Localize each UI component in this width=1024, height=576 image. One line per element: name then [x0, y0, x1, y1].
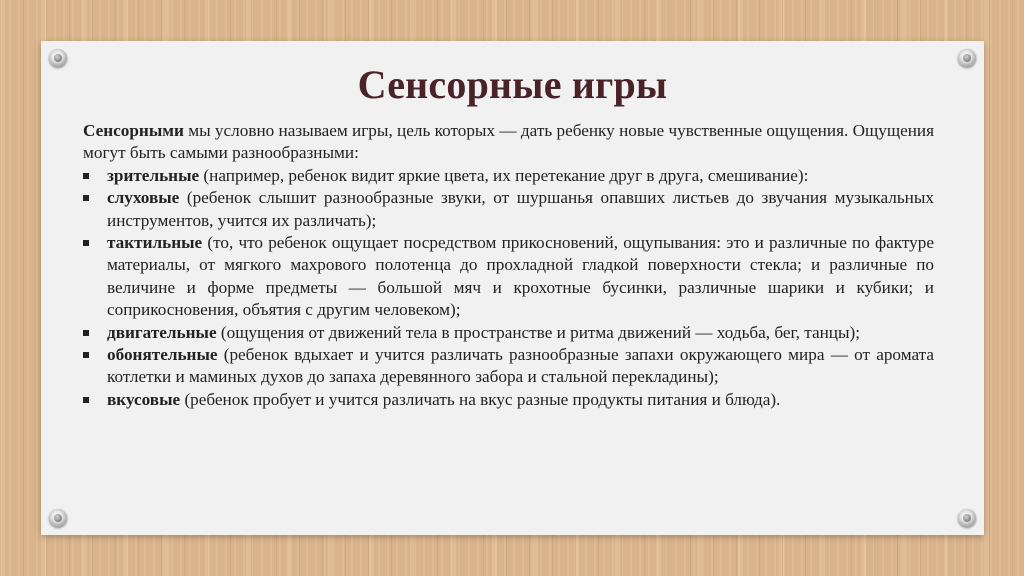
square-bullet-icon — [83, 173, 89, 179]
list-item — [83, 187, 934, 232]
item-text: (ребенок вдыхает и учится различать разнообразные запахи окружающего мира — от аромата котлетки и маминых духов до запаха деревянного забора и стальной перекладины); — [107, 345, 934, 387]
list-item — [83, 344, 934, 389]
list-item — [83, 389, 934, 411]
intro-term: Сенсорными — [83, 121, 184, 140]
square-bullet-icon — [83, 397, 89, 403]
item-term: слуховые — [107, 188, 180, 208]
pushpin-icon — [958, 509, 976, 527]
list-item — [83, 165, 934, 187]
intro-paragraph — [83, 120, 934, 165]
item-text: (например, ребенок видит яркие цвета, их перетекание друг в друга, смешивание): — [199, 165, 809, 185]
square-bullet-icon — [83, 195, 89, 201]
intro-text: мы условно называем игры, цель которых — дать ребенку новые чувственные ощущения. Ощущения могут быть самыми разнообразными: — [83, 121, 934, 163]
item-text: (ребенок слышит разнообразные звуки, от шуршанья опавших листьев до звучания музыкальных инструментов, учится их различать); — [107, 188, 934, 230]
slide-body — [83, 120, 934, 411]
item-text: (то, что ребенок ощущает посредством прикосновений, ощупывания: это и различные по фактуре материалы, от мягкого махрового полотенца до прохладной гладкой поверхности стекла; и различные по величине и форме предметы — большой мяч и крохотные бусинки, различные шарики и кубики; и соприкосновения, объятия с другим человеком); — [107, 233, 934, 320]
item-term: зрительные — [107, 165, 200, 185]
item-term: двигательные — [107, 322, 217, 342]
list-item — [83, 232, 934, 322]
item-term: вкусовые — [107, 389, 181, 409]
item-term: тактильные — [107, 233, 203, 253]
square-bullet-icon — [83, 352, 89, 358]
item-term: обонятельные — [107, 345, 218, 365]
pushpin-icon — [49, 509, 67, 527]
square-bullet-icon — [83, 330, 89, 336]
item-text: (ощущения от движений тела в пространстве и ритма движений — ходьба, бег, танцы); — [216, 322, 861, 342]
sensation-list — [83, 165, 934, 411]
slide-title: Сенсорные игры — [357, 62, 668, 107]
slide-card — [41, 41, 984, 535]
square-bullet-icon — [83, 240, 89, 246]
list-item — [83, 322, 934, 344]
item-text: (ребенок пробует и учится различать на вкус разные продукты питания и блюда). — [180, 389, 781, 409]
